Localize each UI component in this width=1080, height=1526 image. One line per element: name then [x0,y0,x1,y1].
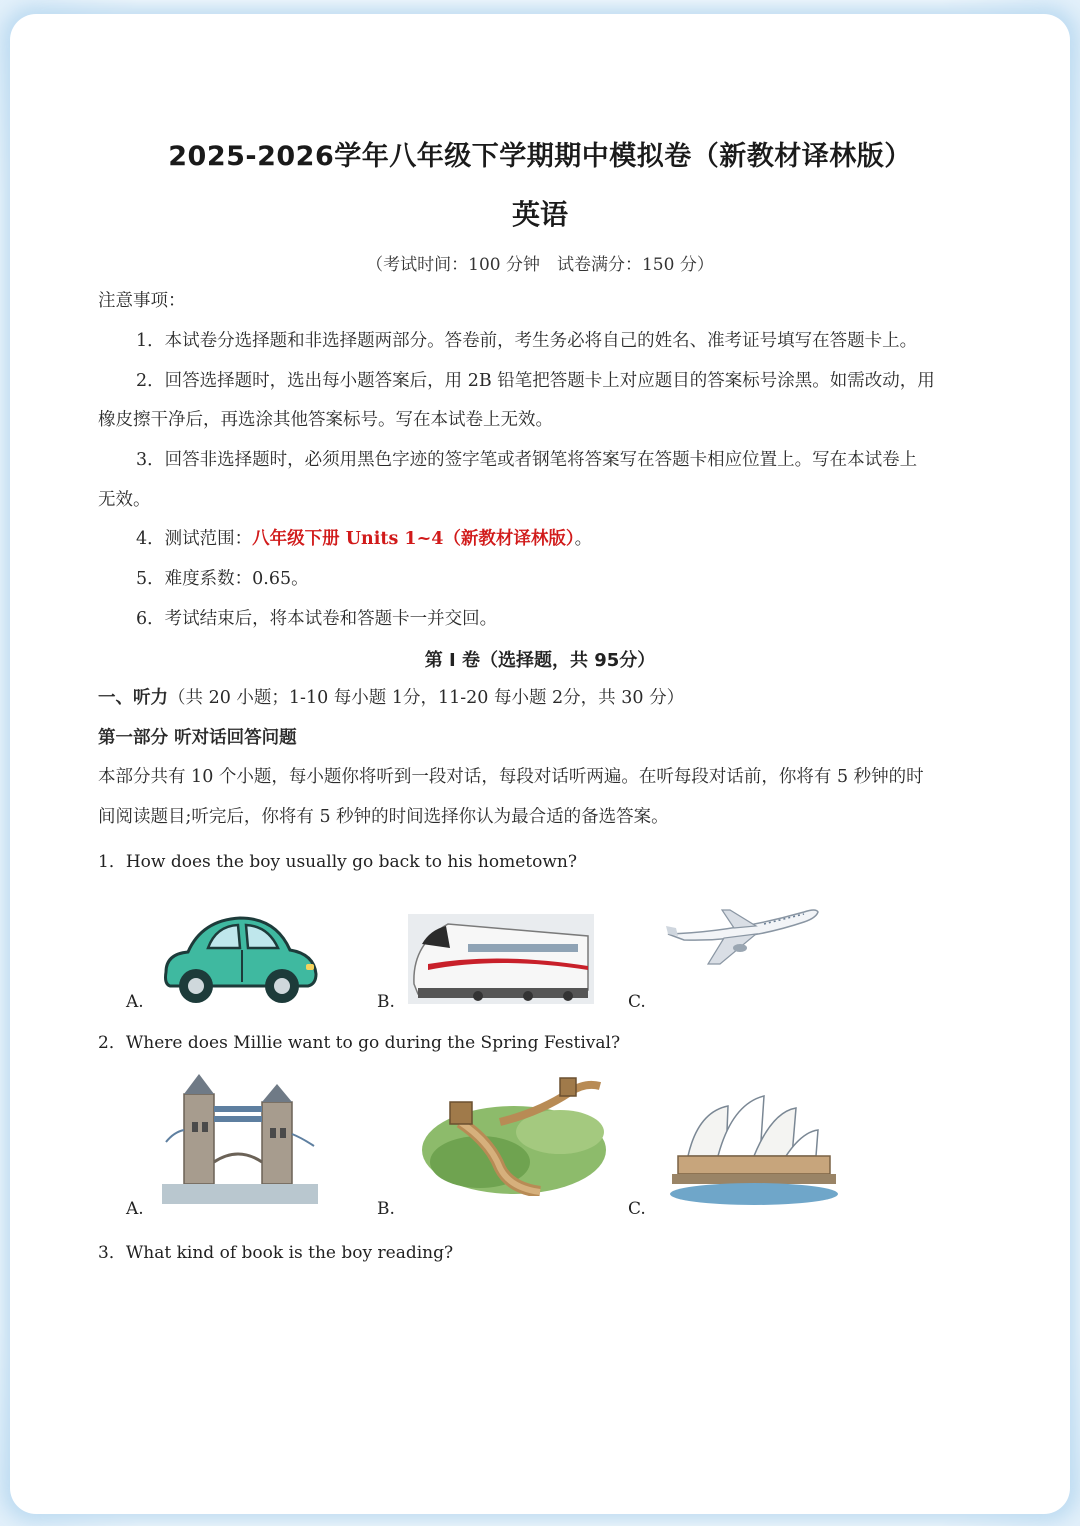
listening-line [98,678,684,718]
note-item-4-suffix: 。 [574,529,593,549]
listening-heading: 一、听力 [98,688,168,708]
note-item-4 [136,519,592,559]
note-item-4-prefix: 4．测试范围： [136,529,253,549]
note-item-3-line2: 无效。 [98,490,151,510]
q1-option-b: B. [377,992,395,1012]
notes-heading: 注意事项： [98,291,186,311]
exam-title: 2025-2026学年八年级下学期期中模拟卷（新教材译林版） [168,141,912,172]
question-1: 1．How does the boy usually go back to his hometown? [98,852,577,872]
note-item-1: 1．本试卷分选择题和非选择题两部分。答卷前，考生务必将自己的姓名、准考证号填写在答题卡上。 [136,331,918,351]
note-item-2-line2: 橡皮擦干净后，再选涂其他答案标号。写在本试卷上无效。 [98,410,553,430]
instructions-line-1: 本部分共有 10 个小题，每小题你将听到一段对话，每段对话听两遍。在听每段对话前，你将有 5 秒钟的时 [98,767,924,787]
instructions-line-2: 间阅读题目;听完后，你将有 5 秒钟的时间选择你认为最合适的备选答案。 [98,807,669,827]
test-range: 八年级下册 Units 1~4（新教材译林版） [252,529,575,549]
note-item-2-line1: 2．回答选择题时，选出每小题答案后，用 2B 铅笔把答题卡上对应题目的答案标号涂黑。如需改动，用 [136,371,935,391]
q1-option-c: C. [628,992,646,1012]
car-icon [158,912,320,1008]
listening-detail: （共 20 小题；1-10 每小题 1分，11-20 每小题 2分，共 30 分） [168,688,685,708]
section-heading: 第一部分 听对话回答问题 [98,728,297,748]
sydney-opera-house-icon [668,1092,838,1206]
part-one-title: 第 I 卷（选择题，共 95分） [424,650,656,671]
q2-option-a: A. [126,1199,144,1219]
question-3: 3．What kind of book is the boy reading? [98,1243,454,1263]
q2-option-c: C. [628,1199,646,1219]
q1-option-a: A. [126,992,144,1012]
subject-title: 英语 [511,198,568,231]
tower-bridge-icon [162,1072,318,1206]
exam-info: （考试时间：100 分钟 试卷满分：150 分） [366,255,714,275]
note-item-6: 6．考试结束后，将本试卷和答题卡一并交回。 [136,609,498,629]
note-item-5: 5．难度系数：0.65。 [136,569,309,589]
note-item-3-line1: 3．回答非选择题时，必须用黑色字迹的签字笔或者钢笔将答案写在答题卡相应位置上。写在本试卷上 [136,450,918,470]
airplane-icon [664,904,820,966]
question-2: 2．Where does Millie want to go during the Spring Festival? [98,1033,621,1053]
great-wall-icon [420,1072,608,1196]
train-icon [408,914,594,1004]
q2-option-b: B. [377,1199,395,1219]
